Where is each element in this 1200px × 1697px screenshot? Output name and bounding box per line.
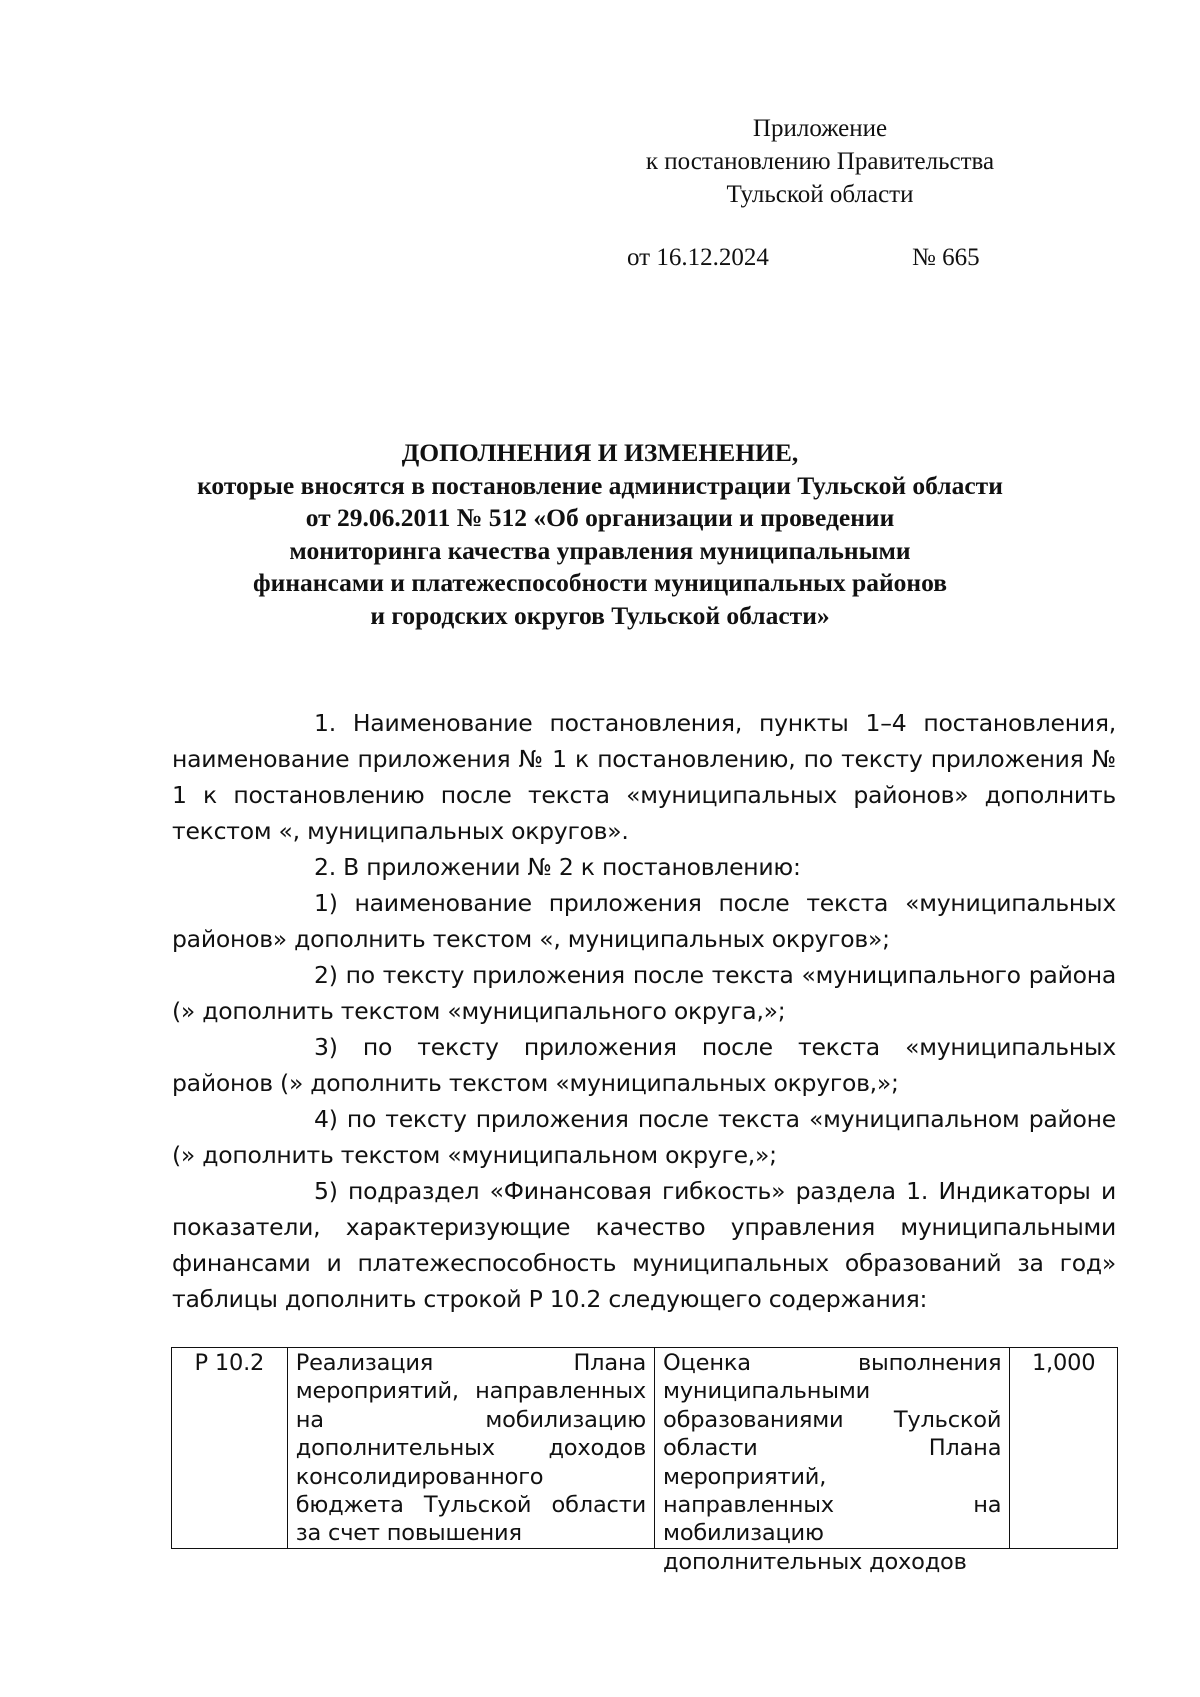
indicator-name-cell	[287, 1348, 654, 1549]
indicator-description: Оценка выполнения муниципальными образованиями Тульской области Плана мероприятий, направленных на мобилизацию дополнительных доходов	[663, 1350, 1002, 1575]
appendix-region: Тульской области	[726, 181, 914, 208]
appendix-resolution-ref: к постановлению Правительства	[645, 148, 995, 175]
subitem-5	[172, 1173, 1116, 1317]
appendix-label: Приложение	[752, 115, 888, 142]
resolution-date: от 16.12.2024	[627, 244, 769, 271]
title-line-4: мониторинга качества управления муниципальными	[289, 535, 911, 565]
paragraph-number: 1.	[314, 709, 336, 737]
paragraph-text: Наименование постановления, пункты 1–4 постановления, наименование приложения № 1 к постановлению, по тексту приложения № 1 к постановлению после текста «муниципальных районов» дополнить текстом «, муниципальных округов».	[172, 709, 1116, 845]
subitem-number: 2)	[314, 961, 338, 989]
indicator-table	[171, 1347, 1118, 1575]
title-line-2: которые вносятся в постановление администрации Тульской области	[197, 470, 1003, 500]
subitem-2	[172, 957, 1116, 1029]
paragraph-1	[172, 705, 1116, 849]
resolution-number: № 665	[912, 244, 980, 271]
subitem-3	[172, 1029, 1116, 1101]
subitem-number: 4)	[314, 1105, 338, 1133]
subitem-number: 5)	[314, 1177, 338, 1205]
subitem-text: наименование приложения после текста «муниципальных районов» дополнить текстом «, муниципальных округов»;	[172, 889, 1116, 953]
indicator-value: 1,000	[1010, 1348, 1118, 1549]
subitem-text: по тексту приложения после текста «муниципальных районов (» дополнить текстом «муниципальных округов,»;	[172, 1033, 1116, 1097]
indicator-code: Р 10.2	[172, 1348, 288, 1549]
subitem-1	[172, 885, 1116, 957]
title-line-3: от 29.06.2011 № 512 «Об организации и проведении	[305, 503, 895, 532]
subitem-4	[172, 1101, 1116, 1173]
subitem-number: 3)	[314, 1033, 338, 1061]
title-line-1: ДОПОЛНЕНИЯ И ИЗМЕНЕНИЕ,	[401, 438, 799, 467]
title-line-6: и городских округов Тульской области»	[370, 600, 830, 630]
subitem-number: 1)	[314, 889, 338, 917]
indicator-description-cell	[655, 1348, 1010, 1575]
subitem-text: по тексту приложения после текста «муниципального района (» дополнить текстом «муниципального округа,»;	[172, 961, 1116, 1025]
title-line-5: финансами и платежеспособности муниципальных районов	[252, 568, 948, 597]
document-body	[172, 705, 1116, 1317]
appendix-header	[620, 112, 1020, 211]
indicator-name: Реализация Плана мероприятий, направленных на мобилизацию дополнительных доходов консолидированного бюджета Тульской области за счет повышения	[295, 1350, 647, 1547]
paragraph-number: 2.	[314, 853, 336, 881]
paragraph-text: В приложении № 2 к постановлению:	[343, 853, 801, 881]
document-title	[150, 437, 1050, 632]
subitem-text: по тексту приложения после текста «муниципальном районе (» дополнить текстом «муниципальном округе,»;	[172, 1105, 1116, 1169]
table-row	[172, 1348, 1118, 1549]
subitem-text: подраздел «Финансовая гибкость» раздела 1. Индикаторы и показатели, характеризующие качество управления муниципальными финансами и платежеспособность муниципальных образований за год» таблицы дополнить строкой Р 10.2 следующего содержания:	[172, 1177, 1116, 1313]
paragraph-2	[172, 849, 1116, 885]
